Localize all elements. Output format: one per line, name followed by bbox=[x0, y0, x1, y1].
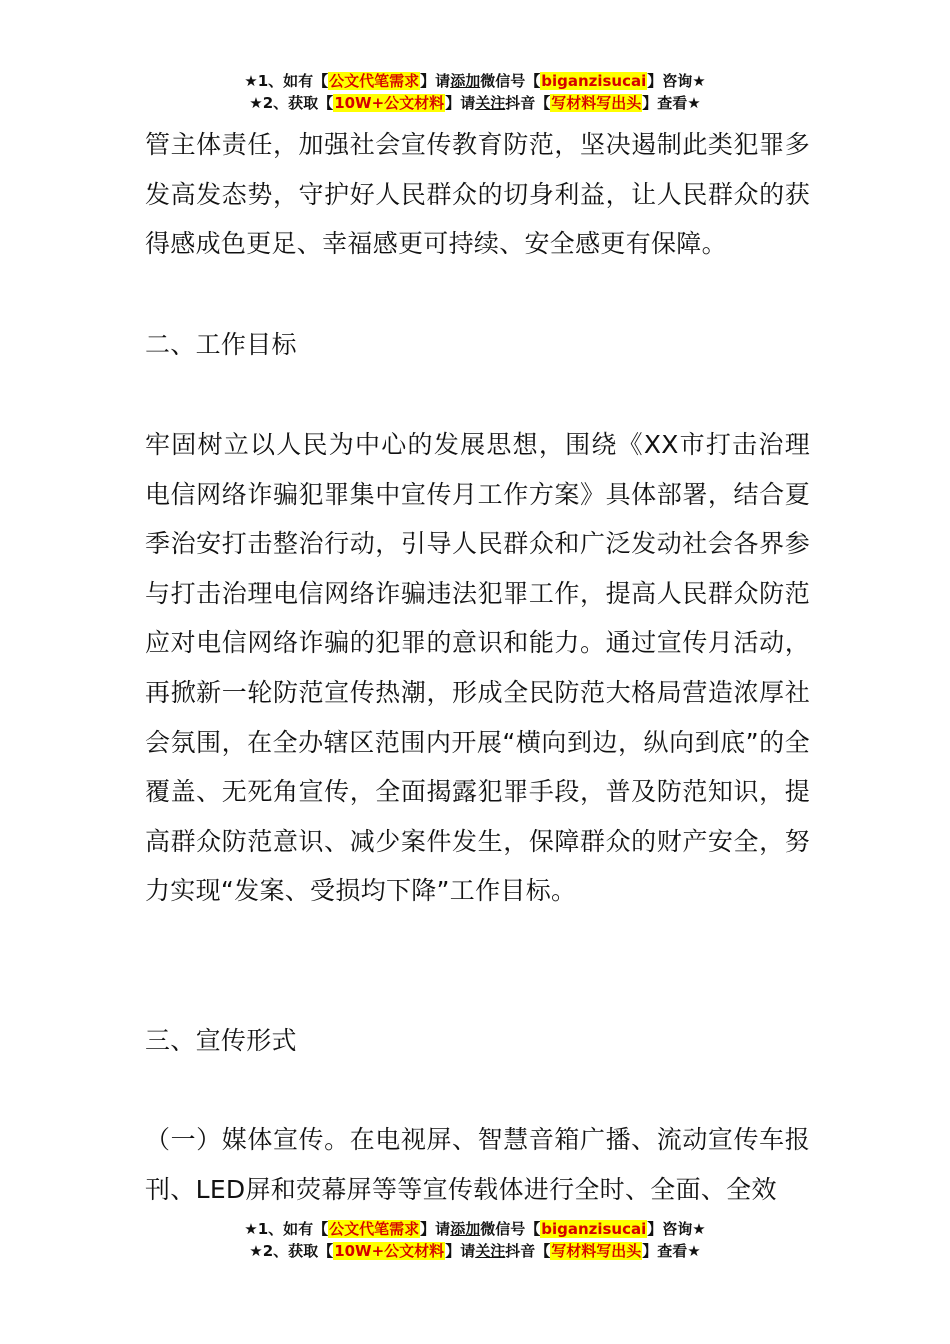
media-paragraph-wrap bbox=[145, 1115, 810, 1214]
douyin-account: 写材料写出头 bbox=[551, 94, 642, 112]
document-body bbox=[145, 120, 810, 269]
highlight-text: 公文代笔需求 bbox=[329, 72, 420, 90]
promo-line-2: ★2、获取【10W+公文材料】请关注抖音【写材料写出头】查看★ bbox=[249, 94, 701, 112]
promo-line-2: ★2、获取【10W+公文材料】请关注抖音【写材料写出头】查看★ bbox=[249, 1242, 701, 1260]
highlight-text: 10W+公文材料 bbox=[334, 1242, 445, 1260]
paragraph-media: （一）媒体宣传。在电视屏、智慧音箱广播、流动宣传车报刊、LED屏和荧幕屏等等宣传载体进行全时、全面、全效 bbox=[145, 1125, 810, 1204]
paragraph-goals: 牢固树立以人民为中心的发展思想，围绕《XX市打击治理电信网络诈骗犯罪集中宣传月工作方案》具体部署，结合夏季治安打击整治行动，引导人民群众和广泛发动社会各界参与打击治理电信网络诈骗违法犯罪工作，提高人民群众防范应对电信网络诈骗的犯罪的意识和能力。通过宣传月活动，再掀新一轮防范宣传热潮，形成全民防范大格局营造浓厚社会氛围，在全办辖区范围内开展“横向到边，纵向到底”的全覆盖、无死角宣传，全面揭露犯罪手段，普及防范知识，提高群众防范意识、减少案件发生，保障群众的财产安全，努力实现“发案、受损均下降”工作目标。 bbox=[145, 430, 810, 906]
section-heading-forms: 三、宣传形式 bbox=[145, 1026, 297, 1055]
footer-promo-banner bbox=[0, 1218, 950, 1262]
section-heading-goals-wrap bbox=[145, 320, 810, 370]
highlight-text: 10W+公文材料 bbox=[334, 94, 445, 112]
wechat-id: biganzisucai bbox=[541, 72, 647, 90]
section-heading-goals: 二、工作目标 bbox=[145, 330, 297, 359]
header-promo-banner bbox=[0, 70, 950, 114]
douyin-account: 写材料写出头 bbox=[551, 1242, 642, 1260]
wechat-id: biganzisucai bbox=[541, 1220, 647, 1238]
section-heading-forms-wrap bbox=[145, 1016, 810, 1066]
highlight-text: 公文代笔需求 bbox=[329, 1220, 420, 1238]
goal-paragraph-wrap bbox=[145, 420, 810, 916]
promo-line-1: ★1、如有【公文代笔需求】请添加微信号【biganzisucai】咨询★ bbox=[244, 1220, 706, 1238]
paragraph-intro-tail: 管主体责任，加强社会宣传教育防范，坚决遏制此类犯罪多发高发态势，守护好人民群众的切身利益，让人民群众的获得感成色更足、幸福感更可持续、安全感更有保障。 bbox=[145, 130, 810, 259]
promo-line-1: ★1、如有【公文代笔需求】请添加微信号【biganzisucai】咨询★ bbox=[244, 72, 706, 90]
